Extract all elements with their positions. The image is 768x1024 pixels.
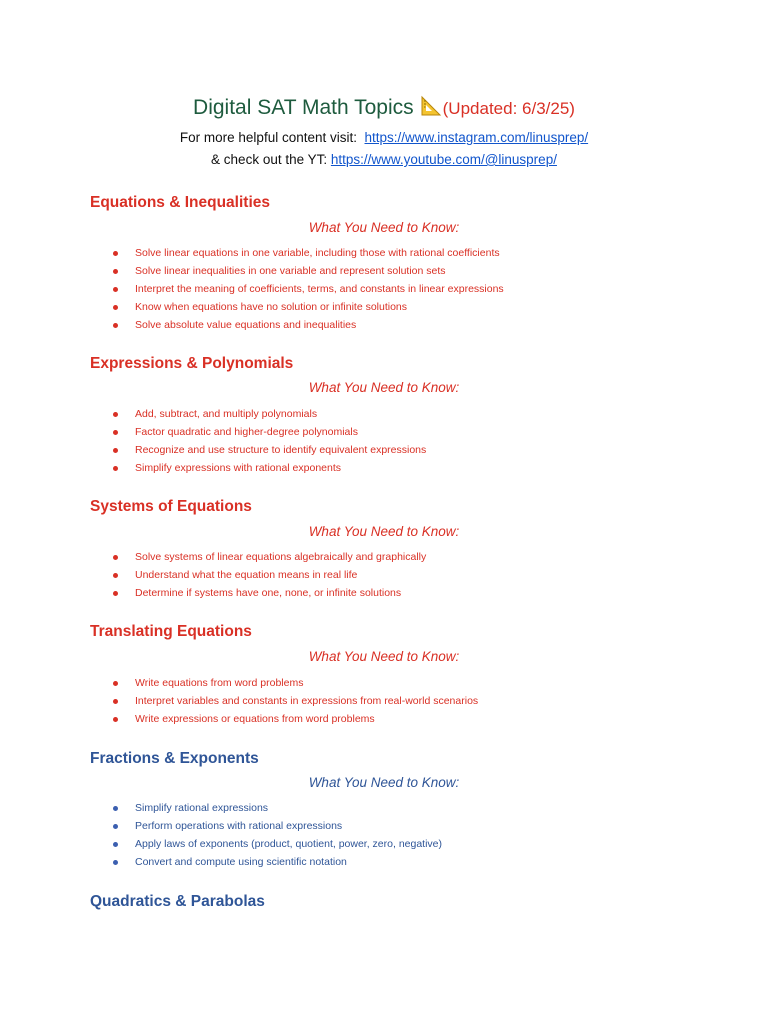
bullet-icon bbox=[113, 555, 118, 560]
list-item: Solve linear equations in one variable, including those with rational coefficients bbox=[90, 244, 504, 262]
section-subheading: What You Need to Know: bbox=[308, 649, 460, 664]
bullet-list bbox=[90, 244, 504, 334]
bullet-icon bbox=[113, 287, 118, 292]
section-subheading: What You Need to Know: bbox=[308, 524, 460, 539]
list-item: Recognize and use structure to identify equivalent expressions bbox=[90, 441, 426, 459]
bullet-icon bbox=[113, 305, 118, 310]
list-item: Solve systems of linear equations algebraically and graphically bbox=[90, 548, 426, 566]
list-item: Determine if systems have one, none, or infinite solutions bbox=[90, 584, 426, 602]
list-item: Understand what the equation means in real life bbox=[90, 566, 426, 584]
title-text: Digital SAT Math Topics bbox=[193, 96, 414, 119]
section-heading-equations-inequalities: Equations & Inequalities bbox=[90, 194, 270, 211]
bullet-icon bbox=[113, 717, 118, 722]
list-item: Perform operations with rational expressions bbox=[90, 817, 442, 835]
instagram-prompt: For more helpful content visit: bbox=[179, 130, 357, 145]
bullet-icon bbox=[113, 269, 118, 274]
section-subheading: What You Need to Know: bbox=[308, 380, 460, 395]
section-subheading: What You Need to Know: bbox=[308, 220, 460, 235]
youtube-line bbox=[0, 152, 768, 167]
bullet-icon bbox=[113, 323, 118, 328]
bullet-icon bbox=[113, 466, 118, 471]
bullet-icon bbox=[113, 699, 118, 704]
bullet-icon bbox=[113, 591, 118, 596]
section-heading-expressions-polynomials: Expressions & Polynomials bbox=[90, 355, 294, 372]
bullet-icon bbox=[113, 448, 118, 453]
updated-date: (Updated: 6/3/25) bbox=[442, 99, 575, 118]
bullet-icon bbox=[113, 824, 118, 829]
bullet-icon bbox=[113, 681, 118, 686]
bullet-icon bbox=[113, 860, 118, 865]
bullet-icon bbox=[113, 251, 118, 256]
list-item: Convert and compute using scientific notation bbox=[90, 853, 442, 871]
list-item: Write expressions or equations from word problems bbox=[90, 710, 478, 728]
instagram-link[interactable]: https://www.instagram.com/linusprep/ bbox=[364, 130, 589, 145]
list-item: Solve absolute value equations and inequalities bbox=[90, 316, 504, 334]
section-heading-quadratics-parabolas: Quadratics & Parabolas bbox=[90, 893, 265, 910]
section-subheading: What You Need to Know: bbox=[308, 775, 460, 790]
instagram-line bbox=[0, 130, 768, 145]
bullet-icon bbox=[113, 430, 118, 435]
section-heading-translating-equations: Translating Equations bbox=[90, 623, 252, 640]
list-item: Know when equations have no solution or infinite solutions bbox=[90, 298, 504, 316]
triangular-ruler-icon bbox=[420, 95, 442, 123]
list-item: Write equations from word problems bbox=[90, 674, 478, 692]
list-item: Add, subtract, and multiply polynomials bbox=[90, 405, 426, 423]
section-heading-systems-of-equations: Systems of Equations bbox=[90, 498, 252, 515]
section-heading-fractions-exponents: Fractions & Exponents bbox=[90, 750, 259, 767]
bullet-icon bbox=[113, 573, 118, 578]
list-item: Solve linear inequalities in one variable and represent solution sets bbox=[90, 262, 504, 280]
youtube-link[interactable]: https://www.youtube.com/@linusprep/ bbox=[330, 152, 557, 167]
bullet-list bbox=[90, 799, 442, 871]
bullet-icon bbox=[113, 806, 118, 811]
bullet-list bbox=[90, 405, 426, 477]
list-item: Simplify expressions with rational exponents bbox=[90, 459, 426, 477]
youtube-prompt: & check out the YT: bbox=[211, 152, 328, 167]
bullet-list bbox=[90, 548, 426, 602]
list-item: Apply laws of exponents (product, quotient, power, zero, negative) bbox=[90, 835, 442, 853]
list-item: Interpret variables and constants in expressions from real-world scenarios bbox=[90, 692, 478, 710]
list-item: Simplify rational expressions bbox=[90, 799, 442, 817]
bullet-icon bbox=[113, 842, 118, 847]
list-item: Factor quadratic and higher-degree polynomials bbox=[90, 423, 426, 441]
page-title bbox=[0, 95, 768, 123]
bullet-icon bbox=[113, 412, 118, 417]
list-item: Interpret the meaning of coefficients, terms, and constants in linear expressions bbox=[90, 280, 504, 298]
bullet-list bbox=[90, 674, 478, 728]
